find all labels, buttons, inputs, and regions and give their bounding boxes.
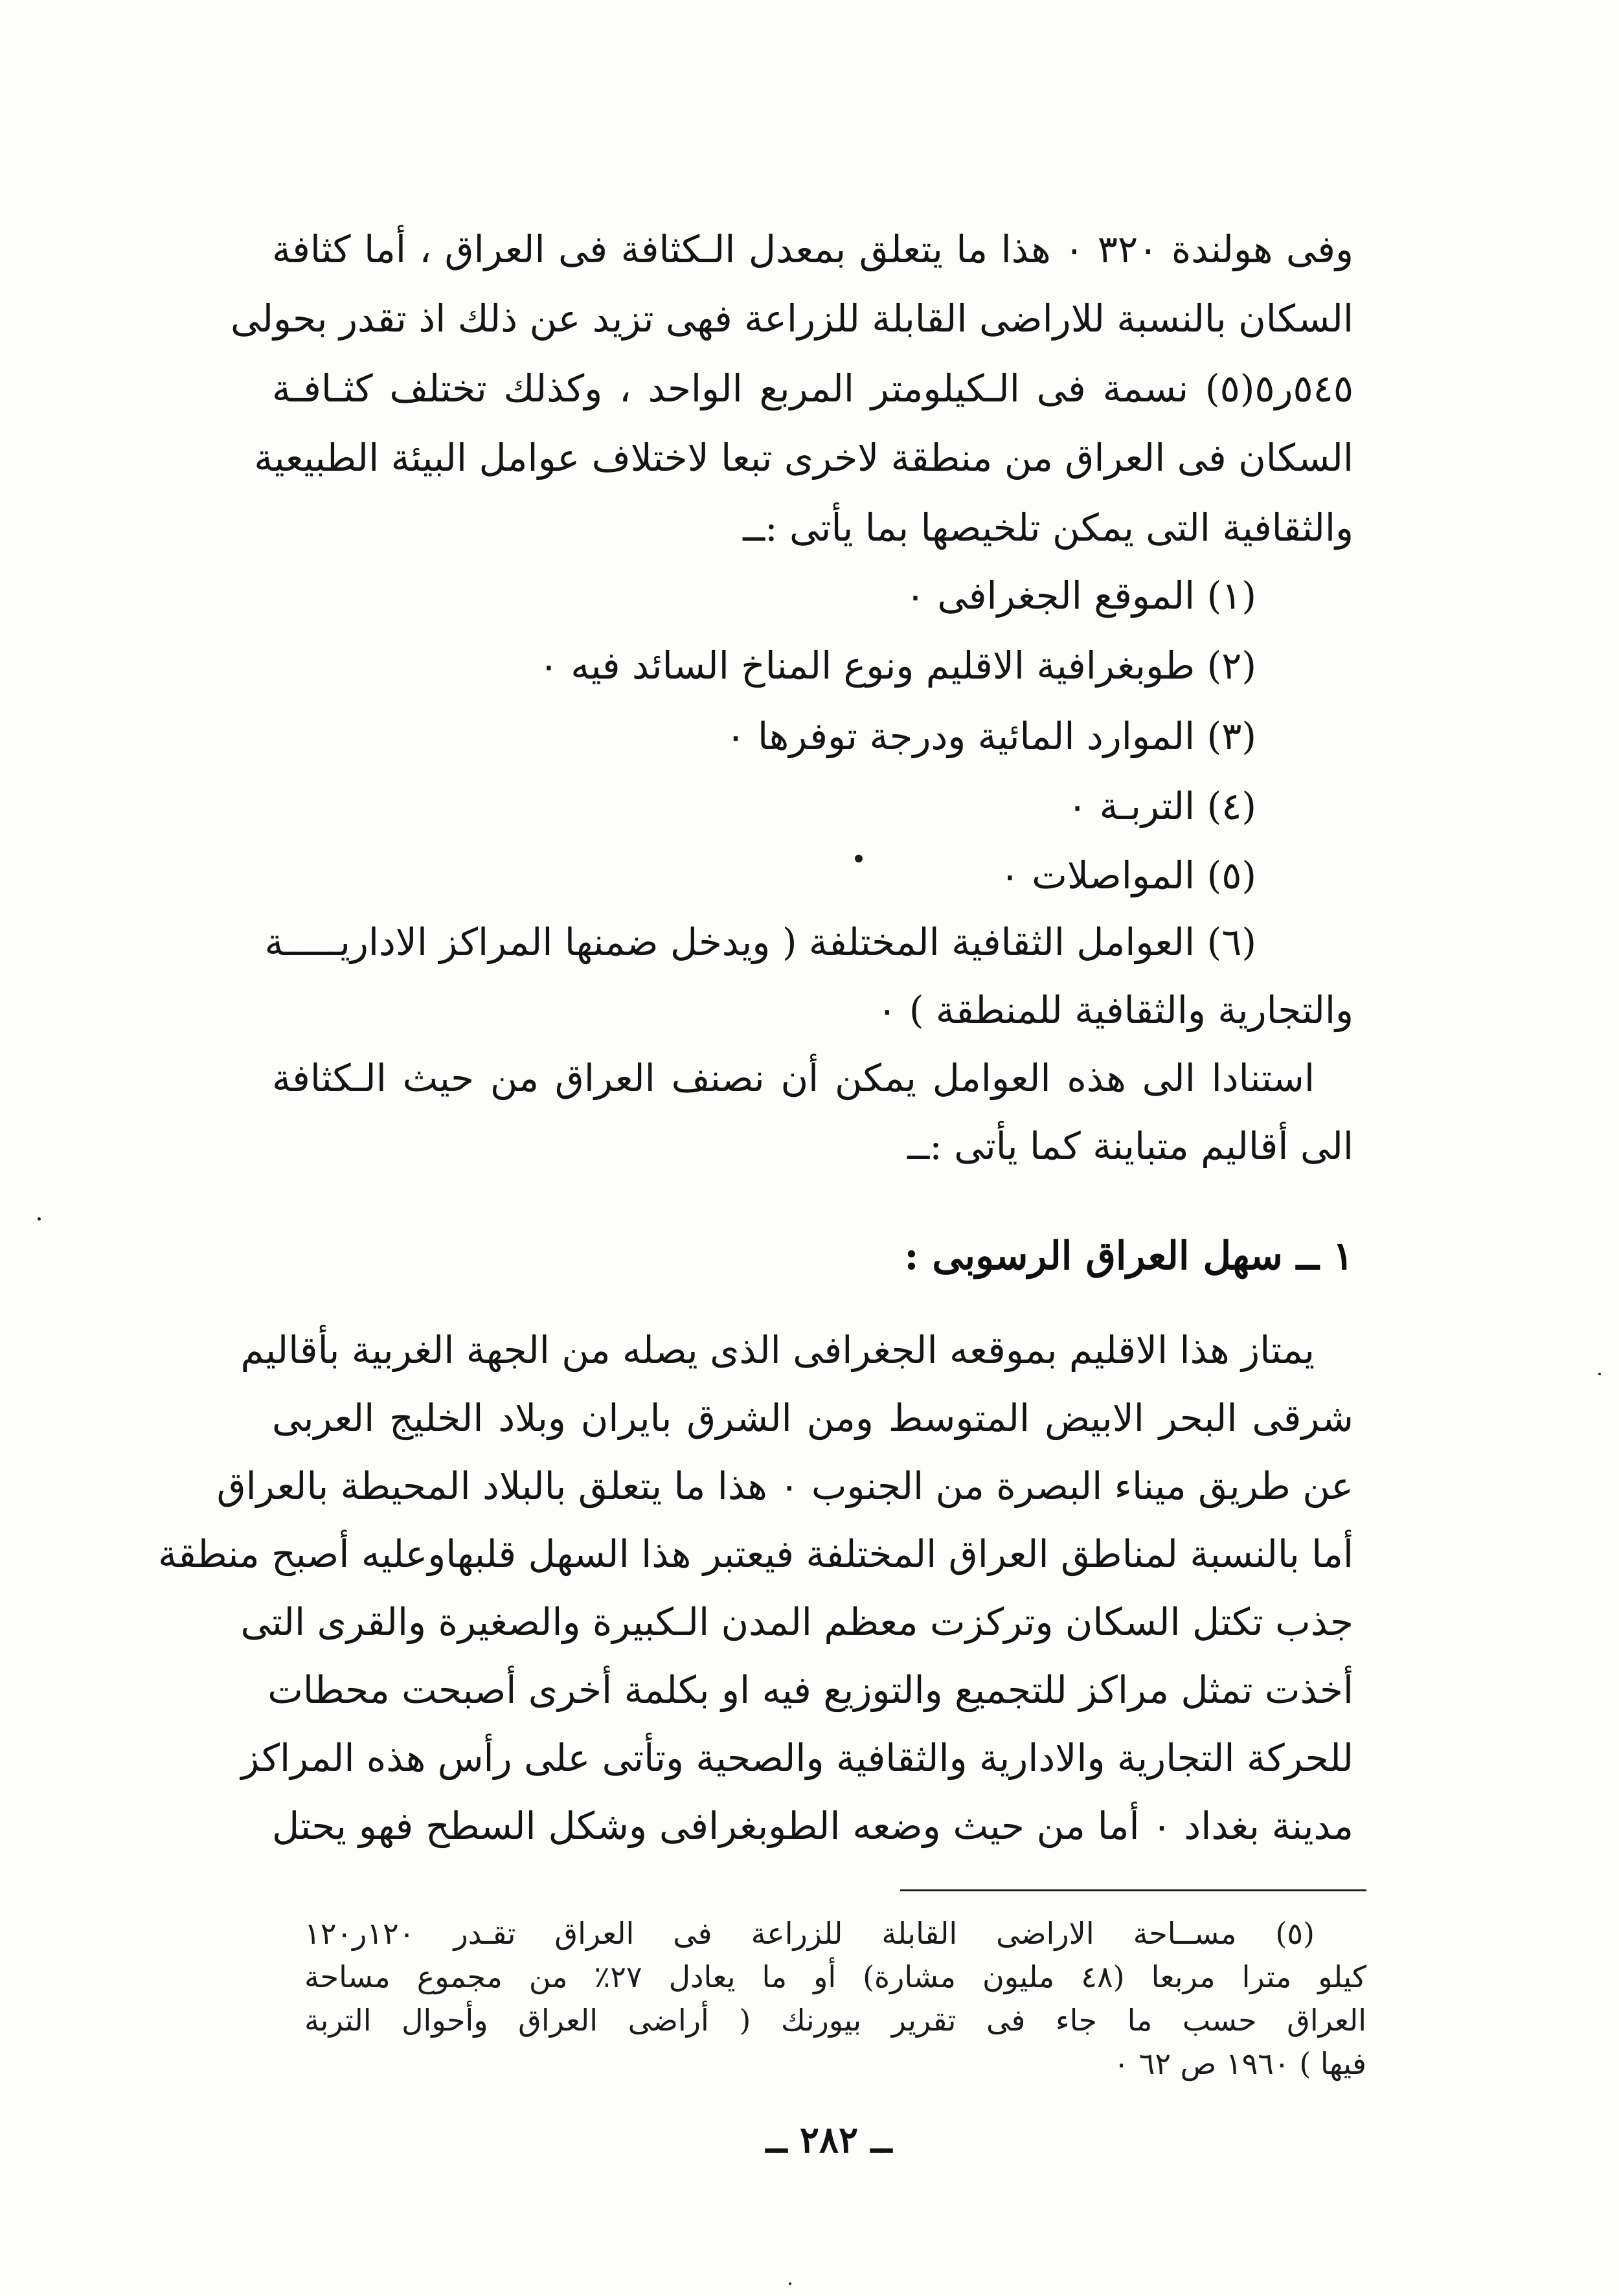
factor-item-6: (٦) العوامل الثقافية المختلفة ( ويدخل ضمنها المراكز الاداريـــــة bbox=[264, 920, 1256, 964]
paragraph-2-line-1: استنادا الى هذه العوامل يمكن أن نصنف العراق من حيث الـكثافة bbox=[272, 1056, 1315, 1100]
paragraph-1-line-5: والثقافية التى يمكن تلخيصها بما يأتى :ــ bbox=[743, 506, 1353, 550]
paragraph-3-line-2: شرقى البحر الابيض المتوسط ومن الشرق بايران وبلاد الخليج العربى bbox=[272, 1396, 1353, 1440]
paragraph-3-line-3: عن طريق ميناء البصرة من الجنوب ۰ هذا ما يتعلق بالبلاد المحيطة بالعراق bbox=[216, 1464, 1353, 1508]
paragraph-3-line-8: مدينة بغداد ۰ أما من حيث وضعه الطوبغرافى وشكل السطح فهو يحتل bbox=[272, 1804, 1353, 1848]
footnote-line-3: العراق حسب ما جاء فى تقرير بيورنك ( أراضى العراق وأحوال التربة bbox=[304, 2003, 1366, 2038]
factor-item-6-continuation: والتجارية والثقافية للمنطقة ) ۰ bbox=[877, 988, 1353, 1032]
paragraph-1-line-2: السكان بالنسبة للاراضى القابلة للزراعة فهى تزيد عن ذلك اذ تقدر بحولى bbox=[231, 297, 1353, 341]
footnote-line-2: كيلو مترا مربعا (٤٨ مليون مشارة) أو ما يعادل ٢٧٪ من مجموع مساحة bbox=[304, 1959, 1367, 1994]
factor-item-4: (٤) التربـة ۰ bbox=[1067, 784, 1256, 828]
footnote-separator bbox=[900, 1889, 1366, 1891]
paragraph-2-line-2: الى أقاليم متباينة كما يأتى :ــ bbox=[907, 1124, 1353, 1168]
page-number: ــ ٢٨٢ ــ bbox=[765, 2119, 892, 2161]
footnote-line-1: (٥) مســاحة الاراضى القابلة للزراعة فى العراق تقـدر ١٢٠ر١٢٠ bbox=[304, 1916, 1315, 1951]
factor-item-2: (٢) طوبغرافية الاقليم ونوع المناخ السائد فيه ۰ bbox=[538, 644, 1256, 688]
paragraph-3-line-7: للحركة التجارية والادارية والثقافية والصحية وتأتى على رأس هذه المراكز bbox=[241, 1736, 1353, 1780]
scan-speck bbox=[38, 1217, 41, 1221]
paragraph-3-line-6: أخذت تمثل مراكز للتجميع والتوزيع فيه او بكلمة أخرى أصبحت محطات bbox=[267, 1668, 1353, 1712]
scan-speck bbox=[789, 2282, 791, 2285]
paragraph-1-line-4: السكان فى العراق من منطقة لاخرى تبعا لاختلاف عوامل البيئة الطبيعية bbox=[254, 436, 1353, 480]
factor-item-1: (١) الموقع الجغرافى ۰ bbox=[905, 574, 1256, 618]
scan-speck bbox=[1598, 1373, 1601, 1375]
factor-item-5: (٥) المواصلات ۰ bbox=[999, 853, 1256, 897]
scan-speck bbox=[855, 855, 863, 862]
paragraph-3-line-1: يمتاز هذا الاقليم بموقعه الجغرافى الذى يصله من الجهة الغربية بأقاليم bbox=[240, 1328, 1315, 1372]
footnote-line-4: فيها ) ١٩٦٠ ص ٦٢ ۰ bbox=[1113, 2046, 1366, 2081]
paragraph-3-line-5: جذب تكتل السكان وتركزت معظم المدن الـكبيرة والصغيرة والقرى التى bbox=[240, 1600, 1353, 1644]
section-heading: ١ ــ سهل العراق الرسوبى : bbox=[904, 1233, 1353, 1279]
paragraph-3-line-4: أما بالنسبة لمناطق العراق المختلفة فيعتبر هذا السهل قلبهاوعليه أصبح منطقة bbox=[158, 1532, 1353, 1576]
factor-item-3: (٣) الموارد المائية ودرجة توفرها ۰ bbox=[725, 714, 1256, 758]
paragraph-1-line-3: ٥٤٥ر٥(٥) نسمة فى الـكيلومتر المربع الواحد ، وكذلك تختلف كثـافـة bbox=[272, 366, 1353, 411]
paragraph-1-line-1: وفى هولندة ٣٢٠ ۰ هذا ما يتعلق بمعدل الـكثافة فى العراق ، أما كثافة bbox=[272, 227, 1354, 271]
